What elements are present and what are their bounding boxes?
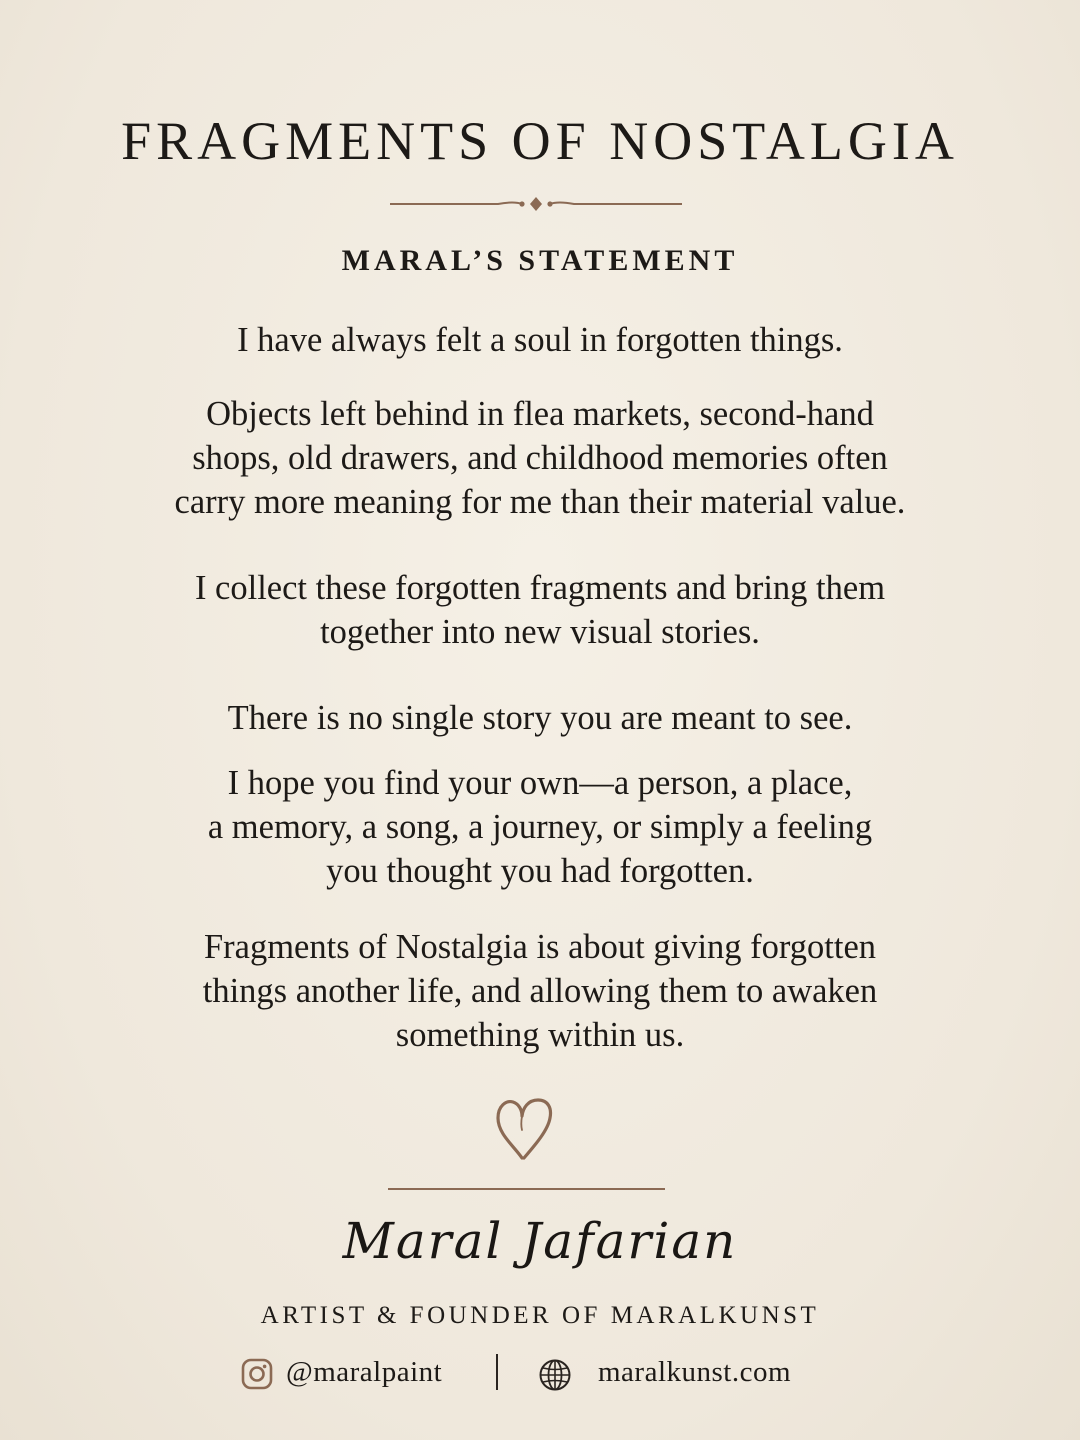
statement-paragraph-2: Objects left behind in flea markets, second-hand shops, old drawers, and childhood memories often carry more meaning for me than their material value. [174, 395, 906, 521]
contact-separator [496, 1354, 498, 1390]
website-link[interactable]: maralkunst.com [598, 1356, 792, 1388]
statement-heading: MARAL’S STATEMENT [341, 244, 739, 277]
statement-paragraph-5: I hope you find your own—a person, a place, a memory, a song, a journey, or simply a feeling you thought you had forgotten. [207, 764, 873, 890]
page-title: FRAGMENTS OF NOSTALGIA [121, 111, 959, 171]
statement-paragraph-1: I have always felt a soul in forgotten things. [237, 321, 843, 359]
statement-paragraph-4: There is no single story you are meant to see. [227, 699, 853, 737]
statement-paragraph-6: Fragments of Nostalgia is about giving forgotten things another life, and allowing them to awaken something within us. [202, 928, 878, 1054]
contact-row [0, 1354, 1080, 1398]
instagram-icon[interactable] [241, 1358, 273, 1390]
heart-icon [492, 1096, 556, 1162]
globe-icon[interactable] [538, 1358, 572, 1392]
artist-signature: Maral Jafarian [342, 1212, 738, 1270]
artist-role: ARTIST & FOUNDER OF MARALKUNST [260, 1302, 820, 1329]
ornament-divider [388, 193, 684, 215]
statement-paragraph-3: I collect these forgotten fragments and bring them together into new visual stories. [194, 569, 886, 651]
instagram-handle-link[interactable]: @maralpaint [286, 1356, 443, 1388]
footer-divider [388, 1188, 665, 1190]
